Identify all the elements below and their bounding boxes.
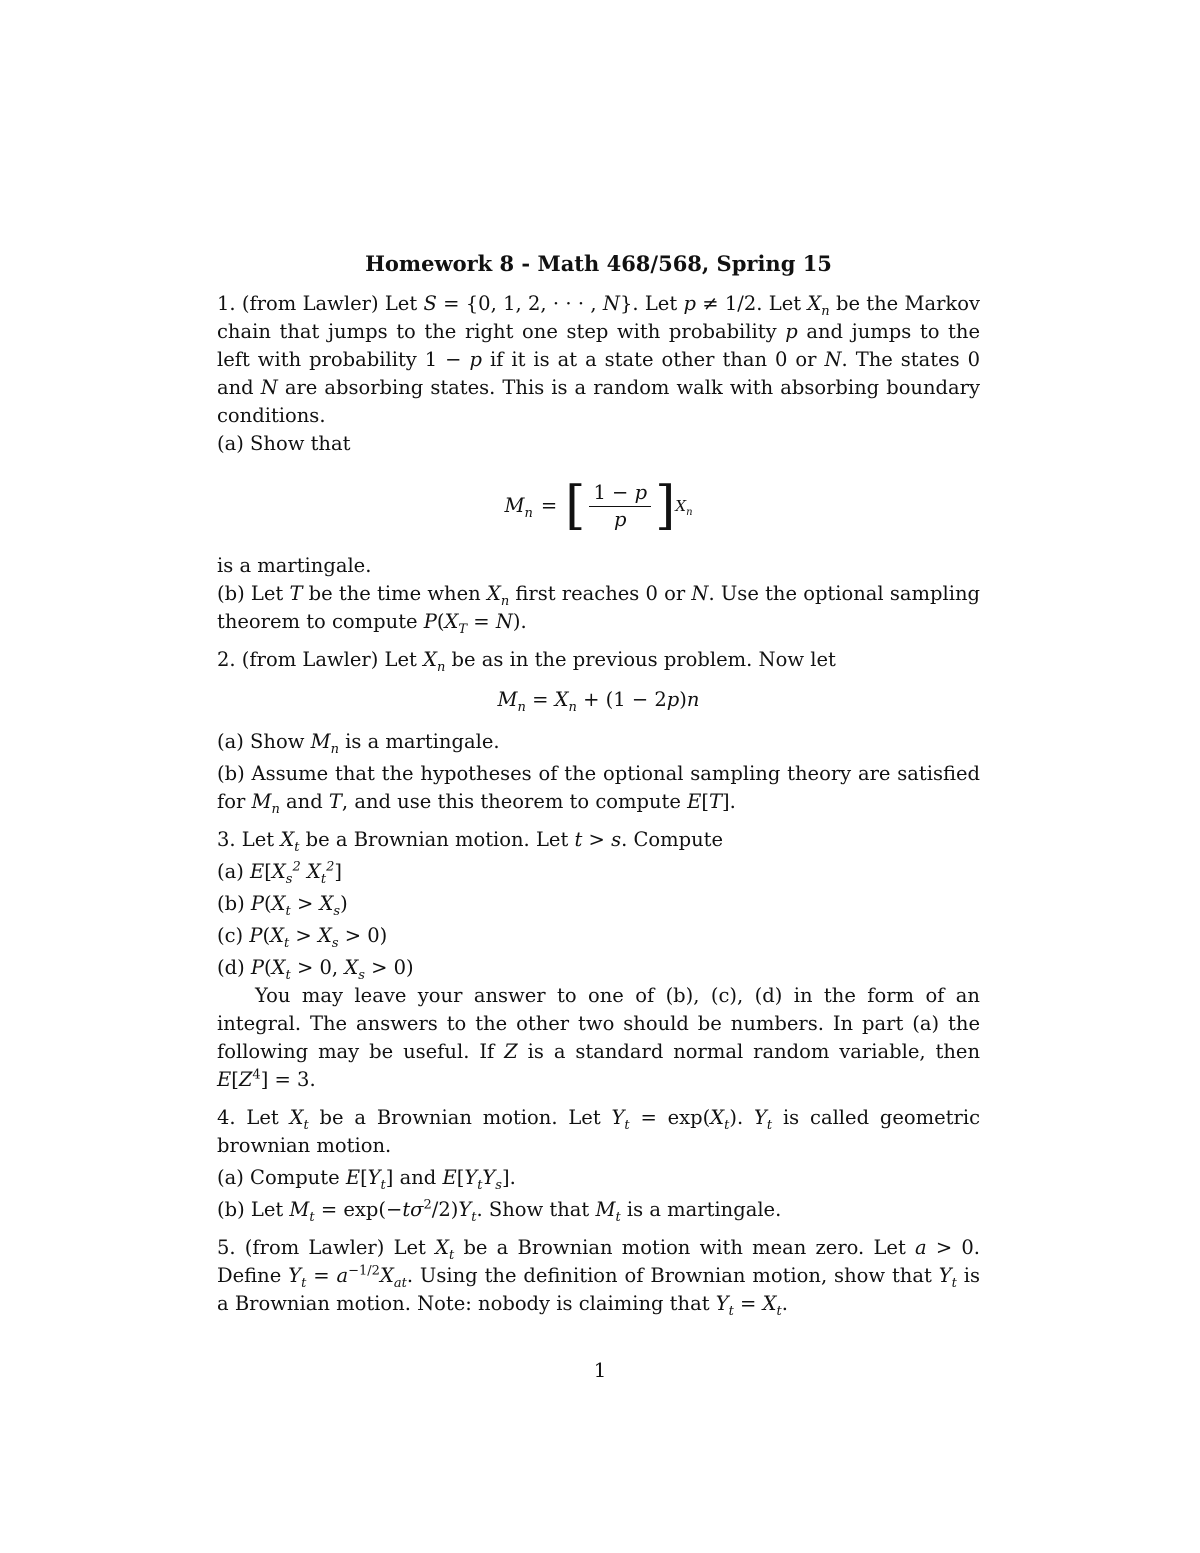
problem-1b: (b) Let T be the time when $X_n$ first reaches 0 or N. Use the optional sampling theorem to compute $P(X_T = N)$. xyxy=(217,582,980,637)
martingale-equation-2: $M_n = X_n + (1 - 2p)n$ xyxy=(497,688,700,715)
problem-2-intro: 2. (from Lawler) Let $X_n$ be as in the previous problem. Now let xyxy=(217,648,836,675)
problem-4-intro: 4. Let $X_t$ be a Brownian motion. Let $Y_t = \exp(X_t)$. $Y_t$ is called geometric brownian motion. xyxy=(217,1106,980,1157)
page-number: 1 xyxy=(593,1358,607,1382)
page-title: Homework 8 - Math 468/568, Spring 15 xyxy=(365,251,832,276)
problem-3b: (b) $P(X_t > X_s)$ xyxy=(217,892,348,919)
problem-3-note: You may leave your answer to one of (b), (c), (d) in the form of an integral. The answers to the other two should be numbers. In part (a) the following may be useful. If Z is a standard normal random variable, then $E[Z^4] = 3$. xyxy=(217,984,980,1091)
problem-4a: (a) Compute $E[Y_t]$ and $E[Y_tY_s]$. xyxy=(217,1166,516,1193)
problem-2a: (a) Show $M_n$ is a martingale. xyxy=(217,730,500,757)
problem-4b: (b) Let $M_t = \exp(-t\sigma^2/2)Y_t$. Show that $M_t$ is a martingale. xyxy=(217,1197,782,1225)
problem-1a-intro: (a) Show that xyxy=(217,432,351,455)
problem-5: 5. (from Lawler) Let $X_t$ be a Brownian motion with mean zero. Let a > 0. Define $Y_t = a^{-1/2}X_{at}$. Using the definition of Brownian motion, show that $Y_t$ is a Brownian motion. Note: nobody is claiming that $Y_t = X_t$. xyxy=(217,1236,980,1319)
problem-3d: (d) $P(X_t > 0$, $X_s > 0$) xyxy=(217,956,414,983)
problem-3a: (a) $E[X_s^2$ $X_t^2$] xyxy=(217,859,342,887)
problem-2b: (b) Assume that the hypotheses of the optional sampling theory are satisfied for $M_n$ and T, and use this theorem to compute E[T]. xyxy=(217,762,980,817)
problem-1a-after: is a martingale. xyxy=(217,554,372,577)
martingale-equation-1: $M_n$ = [ $\frac{1 - p}{p}$ ] $X_n$ xyxy=(504,476,693,536)
problem-3-intro: 3. Let $X_t$ be a Brownian motion. Let t > s. Compute xyxy=(217,828,724,855)
problem-3c: (c) $P(X_t > X_s > 0)$ xyxy=(217,924,388,951)
homework-page xyxy=(217,250,980,1318)
problem-1: 1. (from Lawler) Let S = {0, 1, 2, · · · , N}. Let p ≠ 1/2. Let $X_n$ be the Markov chain that jumps to the right one step with probability p and jumps to the left with probability 1 − p if it is at a state other than 0 or N. The states 0 and N are absorbing states. This is a random walk with absorbing boundary conditions. xyxy=(217,292,981,427)
